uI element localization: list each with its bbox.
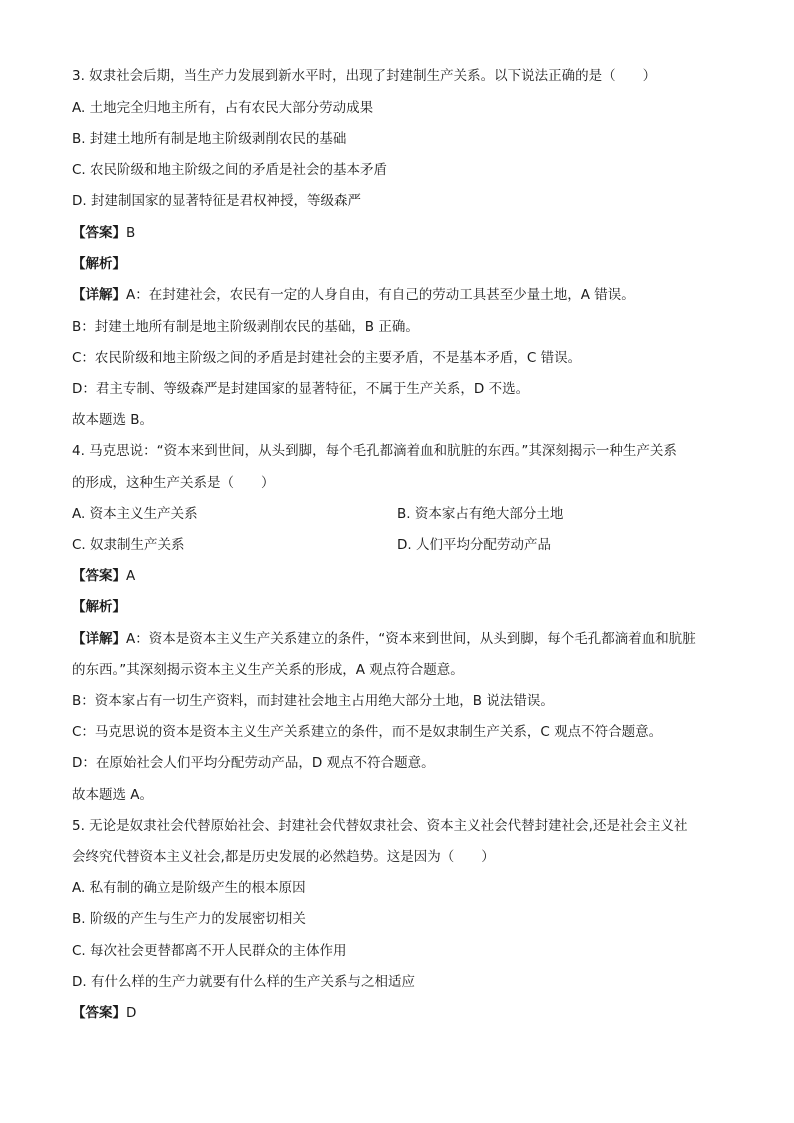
q4-detail-d: D：在原始社会人们平均分配劳动产品，D 观点不符合题意。 [72,755,435,771]
q3-option-c: C. 农民阶级和地主阶级之间的矛盾是社会的基本矛盾 [72,162,388,178]
q3-conclusion: 故本题选 B。 [72,412,154,428]
q3-detail-d: D：君主专制、等级森严是封建国家的显著特征，不属于生产关系，D 不选。 [72,381,530,397]
q3-option-b: B. 封建土地所有制是地主阶级剥削农民的基础 [72,131,347,147]
q5-option-b: B. 阶级的产生与生产力的发展密切相关 [72,911,306,927]
answer-value: B [126,225,136,241]
q3-detail-c: C：农民阶级和地主阶级之间的矛盾是封建社会的主要矛盾，不是基本矛盾，C 错误。 [72,350,582,366]
q3-option-a: A. 土地完全归地主所有，占有农民大部分劳动成果 [72,100,374,116]
q3-detail-b: B：封建土地所有制是地主阶级剥削农民的基础，B 正确。 [72,319,419,335]
detail-label: 【详解】 [72,287,126,303]
q4-analysis-label: 【解析】 [72,599,126,615]
detail-text: A：在封建社会，农民有一定的人身自由，有自己的劳动工具甚至少量土地，A 错误。 [126,287,635,303]
q4-stem-line2: 的形成，这种生产关系是（ ） [72,475,275,491]
q3-stem: 3. 奴隶社会后期，当生产力发展到新水平时，出现了封建制生产关系。以下说法正确的是（ ） [72,68,657,84]
q5-stem-line2: 会终究代替资本主义社会,都是历史发展的必然趋势。这是因为（ ） [72,849,495,865]
q4-option-a: A. 资本主义生产关系 [72,506,198,522]
answer-label: 【答案】 [72,1005,126,1021]
q4-answer [72,567,135,585]
q5-option-d: D. 有什么样的生产力就要有什么样的生产关系与之相适应 [72,974,415,990]
q4-option-d: D. 人们平均分配劳动产品 [397,537,551,553]
detail-label: 【详解】 [72,631,126,647]
q4-option-b: B. 资本家占有绝大部分土地 [397,506,564,522]
q4-detail-c: C：马克思说的资本是资本主义生产关系建立的条件，而不是奴隶制生产关系，C 观点不符合题意。 [72,724,663,740]
q5-stem-line1: 5. 无论是奴隶社会代替原始社会、封建社会代替奴隶社会、资本主义社会代替封建社会,还是社会主义社 [72,818,688,834]
q5-option-c: C. 每次社会更替都离不开人民群众的主体作用 [72,943,347,959]
q3-option-d: D. 封建制国家的显著特征是君权神授，等级森严 [72,193,361,209]
q4-conclusion: 故本题选 A。 [72,787,154,803]
q4-stem-line1: 4. 马克思说：“资本来到世间，从头到脚，每个毛孔都滴着血和肮脏的东西。”其深刻揭示一种生产关系 [72,443,677,459]
answer-value: A [126,568,136,584]
q3-detail-a [72,286,635,304]
q4-detail-b: B：资本家占有一切生产资料，而封建社会地主占用绝大部分土地，B 说法错误。 [72,693,554,709]
answer-label: 【答案】 [72,225,126,241]
q5-option-a: A. 私有制的确立是阶级产生的根本原因 [72,880,306,896]
answer-value: D [126,1005,137,1021]
answer-label: 【答案】 [72,568,126,584]
q4-option-c: C. 奴隶制生产关系 [72,537,185,553]
q4-detail-a-line1 [72,630,696,648]
q4-detail-a-line2: 的东西。”其深刻揭示资本主义生产关系的形成，A 观点符合题意。 [72,662,464,678]
q3-analysis-label: 【解析】 [72,256,126,272]
q5-answer [72,1004,136,1022]
detail-text: A：资本是资本主义生产关系建立的条件，“资本来到世间，从头到脚，每个毛孔都滴着血和肮脏 [126,631,696,647]
q3-answer [72,224,135,242]
